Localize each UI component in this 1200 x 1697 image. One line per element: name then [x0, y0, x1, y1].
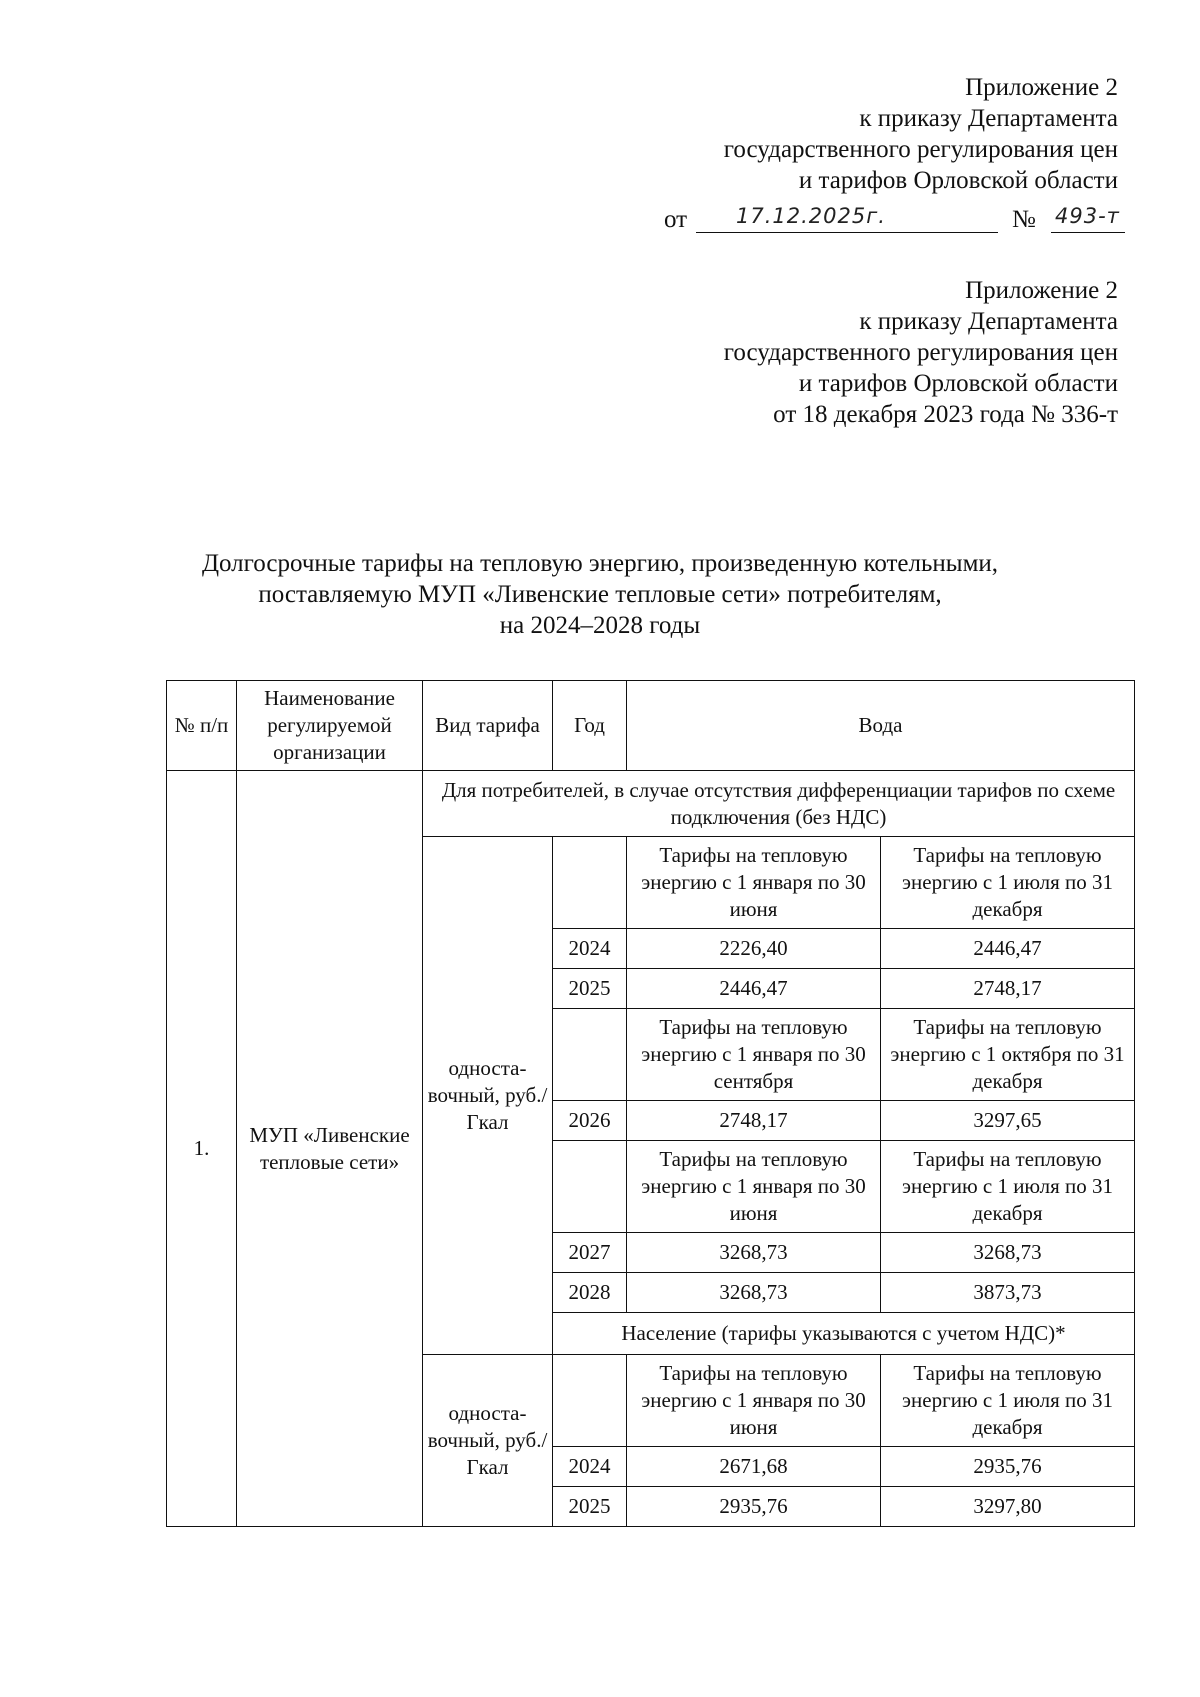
year-cell-empty: [553, 837, 627, 929]
period-col2: Тарифы на тепловую энергию с 1 июля по 31 декабря: [881, 1141, 1135, 1233]
period-col2: Тарифы на тепловую энергию с 1 июля по 31 декабря: [881, 837, 1135, 929]
section2-tariff-type: односта-вочный, руб./Гкал: [423, 1355, 553, 1527]
value-cell: 2935,76: [881, 1447, 1135, 1487]
year-cell: 2024: [553, 1447, 627, 1487]
year-cell: 2025: [553, 1487, 627, 1527]
year-cell: 2024: [553, 929, 627, 969]
appendix-line: и тарифов Орловской области: [798, 370, 1118, 397]
document-title: [150, 548, 1050, 641]
appendix-line: Приложение 2: [965, 74, 1118, 101]
value-cell: 2748,17: [627, 1101, 881, 1141]
value-cell: 3268,73: [627, 1233, 881, 1273]
period-col2: Тарифы на тепловую энергию с 1 июля по 31 декабря: [881, 1355, 1135, 1447]
year-cell-empty: [553, 1355, 627, 1447]
value-cell: 3297,80: [881, 1487, 1135, 1527]
period-col2: Тарифы на тепловую энергию с 1 октября по 31 декабря: [881, 1009, 1135, 1101]
section2-title: Население (тарифы указываются с учетом НДС)*: [553, 1313, 1135, 1355]
year-cell: 2025: [553, 969, 627, 1009]
header-water: Вода: [627, 681, 1135, 771]
section-title-row: [167, 771, 1135, 837]
appendix-line: к приказу Департамента: [859, 105, 1118, 132]
from-label: от: [664, 206, 688, 233]
value-cell: 3873,73: [881, 1273, 1135, 1313]
appendix-line: государственного регулирования цен: [723, 136, 1118, 163]
appendix-header-old: [724, 275, 1118, 430]
value-cell: 2671,68: [627, 1447, 881, 1487]
value-cell: 3268,73: [881, 1233, 1135, 1273]
year-cell-empty: [553, 1009, 627, 1101]
value-cell: 2226,40: [627, 929, 881, 969]
handwritten-number: 493-т: [1055, 204, 1120, 228]
appendix-line: государственного регулирования цен: [723, 339, 1118, 366]
period-col1: Тарифы на тепловую энергию с 1 января по 30 июня: [627, 1355, 881, 1447]
tariffs-table: [166, 680, 1135, 1527]
value-cell: 3297,65: [881, 1101, 1135, 1141]
header-org: Наименование регулируемой организации: [237, 681, 423, 771]
order-date-number-row: [664, 198, 1134, 238]
appendix-line: Приложение 2: [965, 277, 1118, 304]
title-line: поставляемую МУП «Ливенские тепловые сети» потребителям,: [258, 581, 942, 608]
section1-tariff-type: односта-вочный, руб./Гкал: [423, 837, 553, 1355]
value-cell: 3268,73: [627, 1273, 881, 1313]
date-field-line: [696, 204, 998, 233]
value-cell: 2748,17: [881, 969, 1135, 1009]
year-cell: 2027: [553, 1233, 627, 1273]
row-number: 1.: [167, 771, 237, 1527]
period-col1: Тарифы на тепловую энергию с 1 января по 30 июня: [627, 837, 881, 929]
year-cell-empty: [553, 1141, 627, 1233]
organization-name: МУП «Ливенские тепловые сети»: [237, 771, 423, 1527]
table-header-row: [167, 681, 1135, 771]
header-type: Вид тарифа: [423, 681, 553, 771]
appendix-line: к приказу Департамента: [859, 308, 1118, 335]
value-cell: 2446,47: [627, 969, 881, 1009]
title-line: Долгосрочные тарифы на тепловую энергию, произведенную котельными,: [201, 550, 999, 577]
appendix-line: от 18 декабря 2023 года № 336-т: [773, 401, 1118, 428]
number-field-line: [1051, 204, 1125, 233]
header-year: Год: [553, 681, 627, 771]
title-line: на 2024–2028 годы: [499, 612, 701, 639]
period-col1: Тарифы на тепловую энергию с 1 января по 30 сентября: [627, 1009, 881, 1101]
value-cell: 2935,76: [627, 1487, 881, 1527]
appendix-header-new: [724, 72, 1118, 196]
handwritten-date: 17.12.2025г.: [736, 204, 886, 228]
header-num: № п/п: [167, 681, 237, 771]
year-cell: 2026: [553, 1101, 627, 1141]
number-sign: №: [1012, 206, 1036, 233]
year-cell: 2028: [553, 1273, 627, 1313]
value-cell: 2446,47: [881, 929, 1135, 969]
period-col1: Тарифы на тепловую энергию с 1 января по 30 июня: [627, 1141, 881, 1233]
appendix-line: и тарифов Орловской области: [798, 167, 1118, 194]
section1-title: Для потребителей, в случае отсутствия дифференциации тарифов по схеме подключения (без НДС): [423, 771, 1135, 837]
